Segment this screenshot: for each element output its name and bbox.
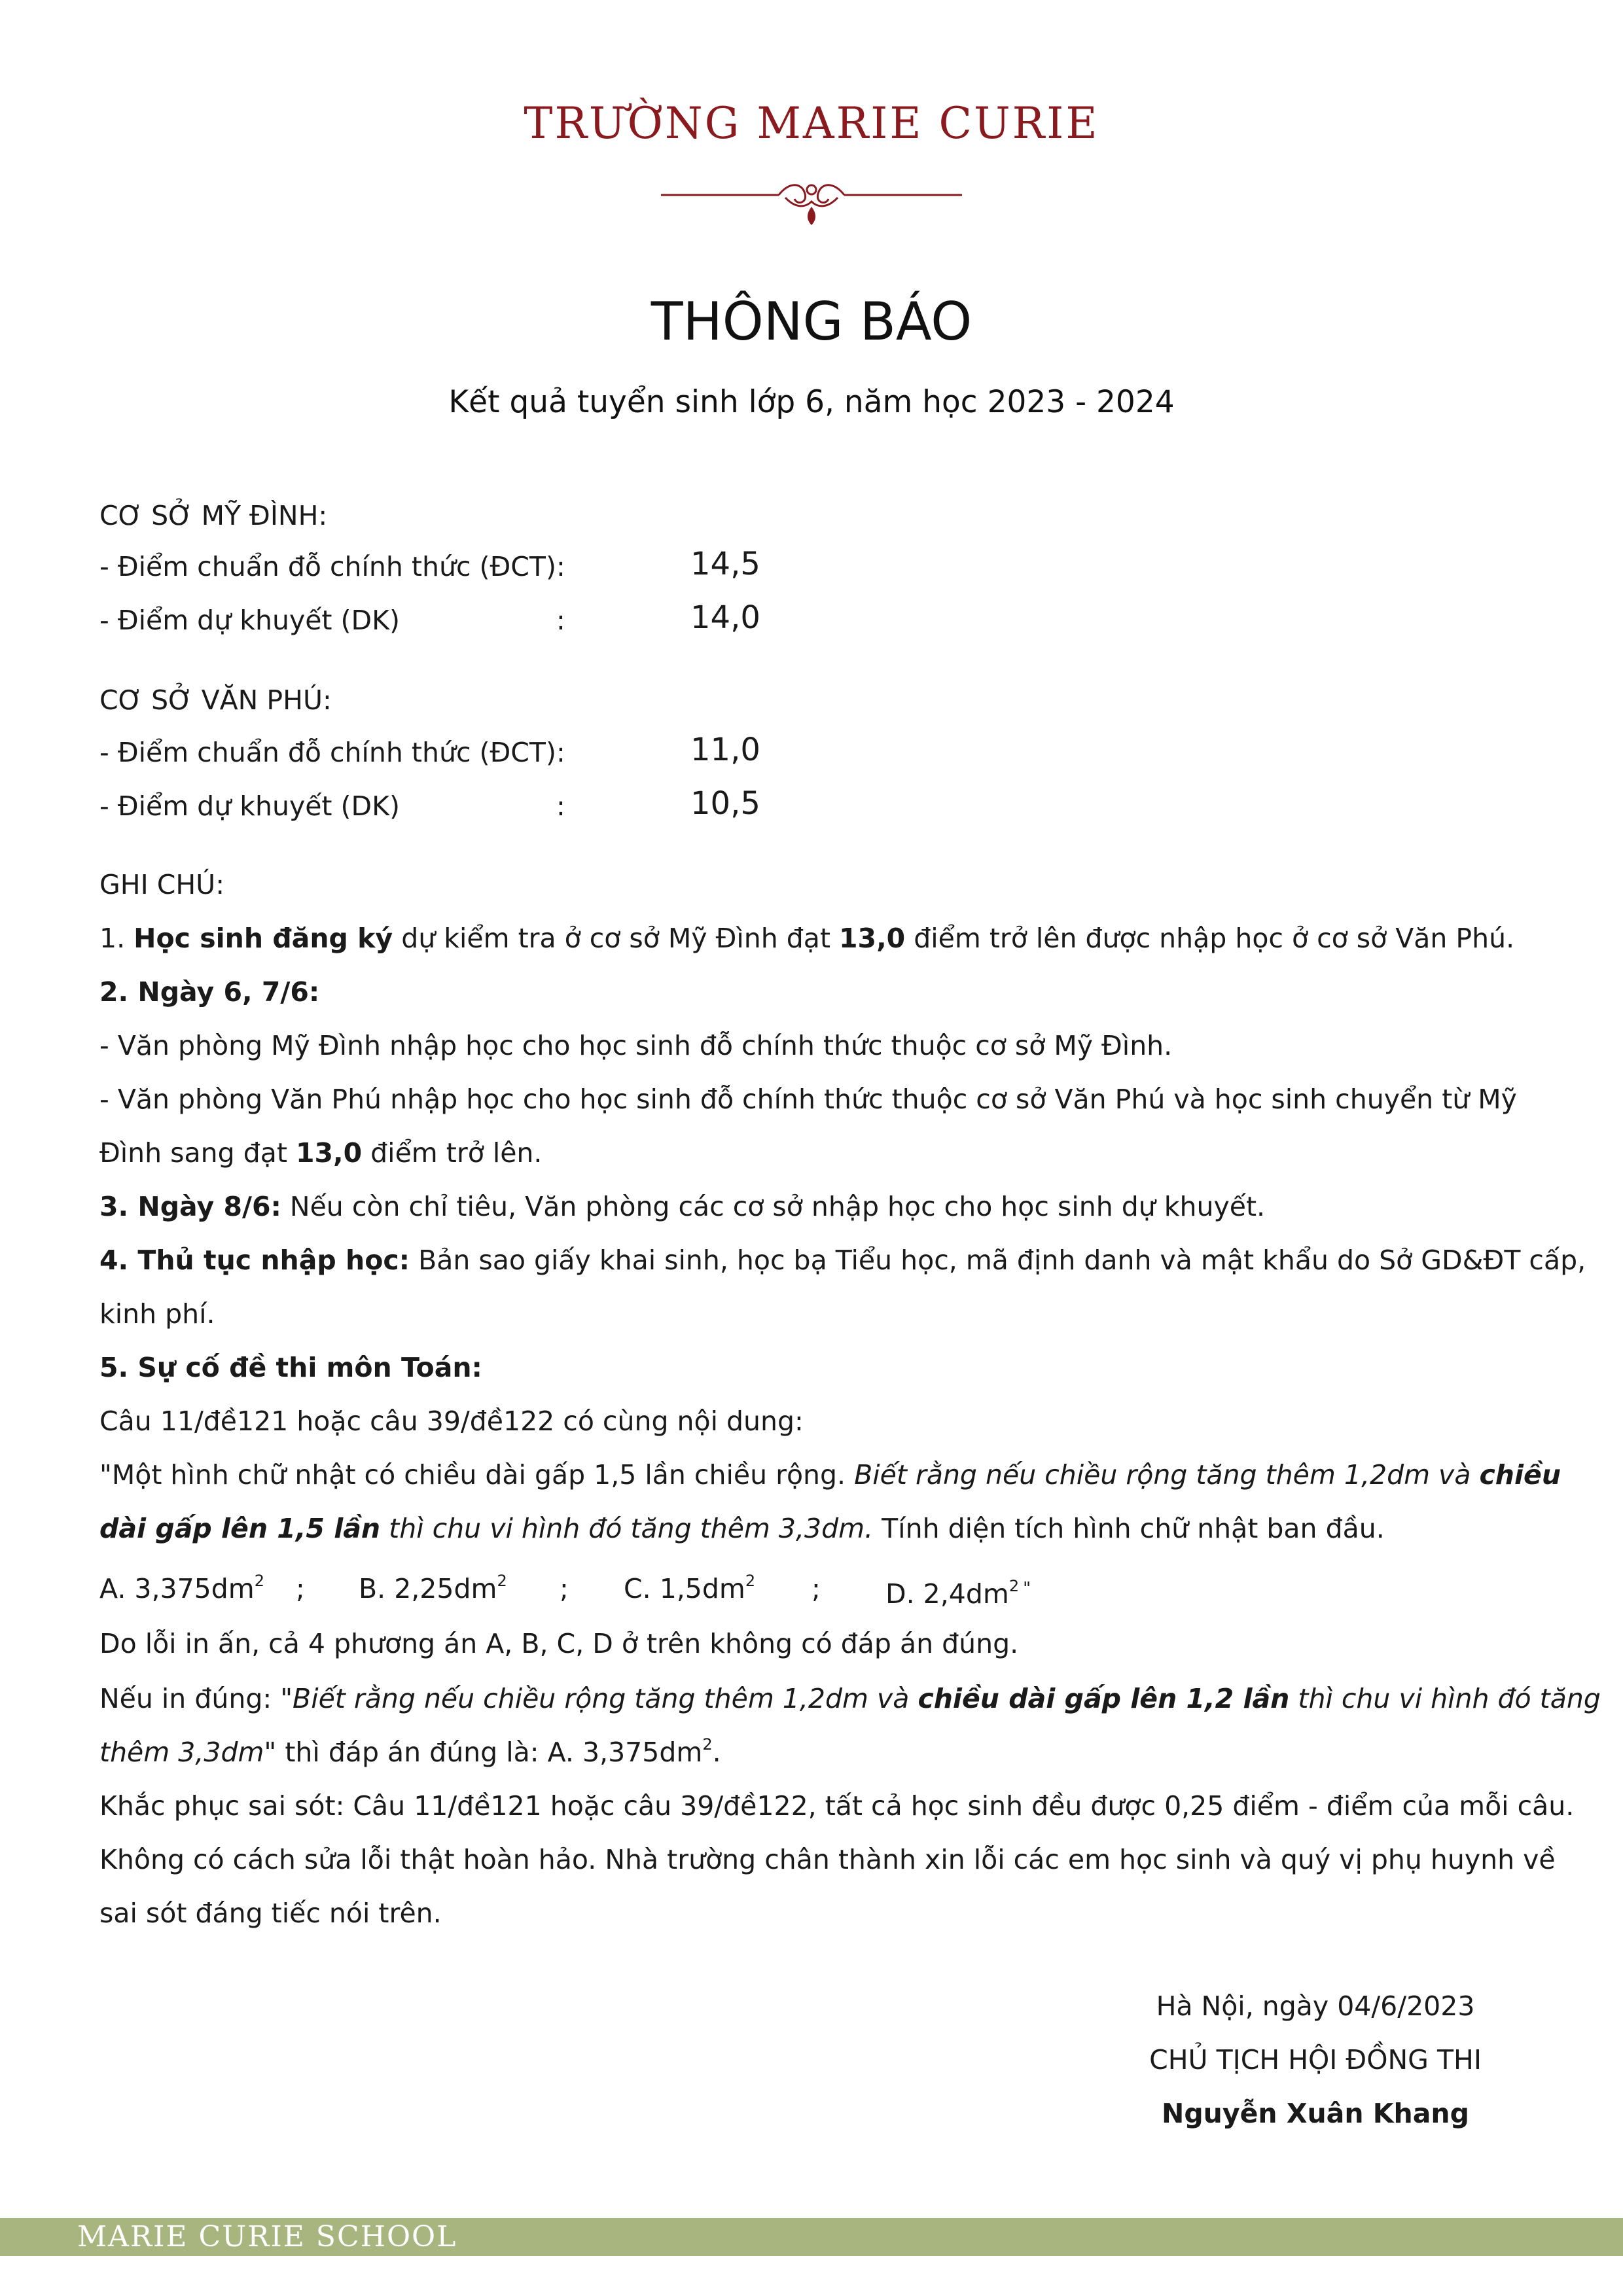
note-5-line-7: Khắc phục sai sót: Câu 11/đề121 hoặc câu 39/đề122, tất cả học sinh đều được 0,25 điểm - điểm của mỗi câu. (99, 1790, 1575, 1822)
page-subtitle: Kết quả tuyển sinh lớp 6, năm học 2023 - 2024 (448, 384, 1175, 420)
ornament-divider-icon (654, 175, 969, 234)
note-5-question-line-1: "Một hình chữ nhật có chiều dài gấp 1,5 lần chiều rộng. Biết rằng nếu chiều rộng tăng thêm 1,2dm và chiều (99, 1459, 1561, 1491)
note-3: 3. Ngày 8/6: Nếu còn chỉ tiêu, Văn phòng các cơ sở nhập học cho học sinh dự khuyết. (99, 1191, 1266, 1222)
page-title: THÔNG BÁO (651, 291, 972, 352)
note-5-line-8: Không có cách sửa lỗi thật hoàn hảo. Nhà trường chân thành xin lỗi các em học sinh và quý vị phụ huynh về (99, 1844, 1556, 1875)
note-5-fix-line-1: Nếu in đúng: "Biết rằng nếu chiều rộng tăng thêm 1,2dm và chiều dài gấp lên 1,2 lần thì chu vi hình đó tăng (99, 1683, 1601, 1714)
my-dinh-dk-colon: : (556, 605, 565, 636)
note-5-heading: 5. Sự cố đề thi môn Toán: (99, 1352, 482, 1383)
note-5-question-line-2: dài gấp lên 1,5 lần thì chu vi hình đó tăng thêm 3,3dm. Tính diện tích hình chữ nhật ban đầu. (99, 1513, 1385, 1544)
school-name: TRƯỜNG MARIE CURIE (524, 98, 1099, 149)
campus-my-dinh-heading: CƠ SỞ MỸ ĐÌNH: (99, 500, 328, 531)
option-d: D. $2,4dm^2$ " (885, 1577, 1031, 1610)
note-4-line-2: kinh phí. (99, 1298, 215, 1330)
notes-heading: GHI CHÚ: (99, 869, 225, 900)
note-5-line-9: sai sót đáng tiếc nói trên. (99, 1898, 442, 1929)
van-phu-dk-label: - Điểm dự khuyết (DK) (99, 790, 400, 822)
signature-date: Hà Nội, ngày 04/6/2023 (1156, 1990, 1475, 2022)
van-phu-dct-value: 11,0 (690, 732, 760, 768)
footer-brand: MARIE CURIE SCHOOL (77, 2220, 457, 2253)
my-dinh-dct-value: 14,5 (690, 546, 760, 582)
option-a: A. $3,375dm^2$ (99, 1572, 265, 1604)
van-phu-dk-colon: : (556, 790, 565, 822)
option-sep-3: ; (812, 1573, 821, 1604)
my-dinh-dct-label: - Điểm chuẩn đỗ chính thức (ĐCT): (99, 551, 565, 582)
note-5-line-4: Do lỗi in ấn, cả 4 phương án A, B, C, D ở trên không có đáp án đúng. (99, 1628, 1019, 1659)
campus-van-phu-heading: CƠ SỞ VĂN PHÚ: (99, 684, 332, 716)
note-5-line-1: Câu 11/đề121 hoặc câu 39/đề122 có cùng nội dung: (99, 1405, 804, 1437)
note-4: 4. Thủ tục nhập học: Bản sao giấy khai sinh, học bạ Tiểu học, mã định danh và mật khẩu do Sở GD&ĐT cấp, (99, 1245, 1586, 1276)
note-1: 1. Học sinh đăng ký dự kiểm tra ở cơ sở Mỹ Đình đạt 13,0 điểm trở lên được nhập học ở cơ sở Văn Phú. (99, 923, 1515, 954)
option-sep-2: ; (560, 1573, 569, 1604)
note-2-line-1: - Văn phòng Mỹ Đình nhập học cho học sinh đỗ chính thức thuộc cơ sở Mỹ Đình. (99, 1030, 1173, 1061)
note-5-fix-line-2: thêm 3,3dm" thì đáp án đúng là: A. $3,375dm^2$. (99, 1735, 721, 1768)
van-phu-dct-label: - Điểm chuẩn đỗ chính thức (ĐCT): (99, 737, 565, 768)
note-2-line-3: Đình sang đạt 13,0 điểm trở lên. (99, 1137, 543, 1169)
option-sep-1: ; (296, 1573, 305, 1604)
my-dinh-dk-value: 14,0 (690, 599, 760, 636)
option-c: C. $1,5dm^2$ (624, 1572, 756, 1604)
option-b: B. $2,25dm^2$ (359, 1572, 507, 1604)
signature-name: Nguyễn Xuân Khang (1162, 2098, 1469, 2129)
note-2-heading: 2. Ngày 6, 7/6: (99, 976, 320, 1008)
my-dinh-dk-label: - Điểm dự khuyết (DK) (99, 605, 400, 636)
signature-role: CHỦ TỊCH HỘI ĐỒNG THI (1149, 2044, 1482, 2075)
note-2-line-2: - Văn phòng Văn Phú nhập học cho học sinh đỗ chính thức thuộc cơ sở Văn Phú và học sinh chuyển từ Mỹ (99, 1084, 1517, 1115)
van-phu-dk-value: 10,5 (690, 785, 760, 822)
